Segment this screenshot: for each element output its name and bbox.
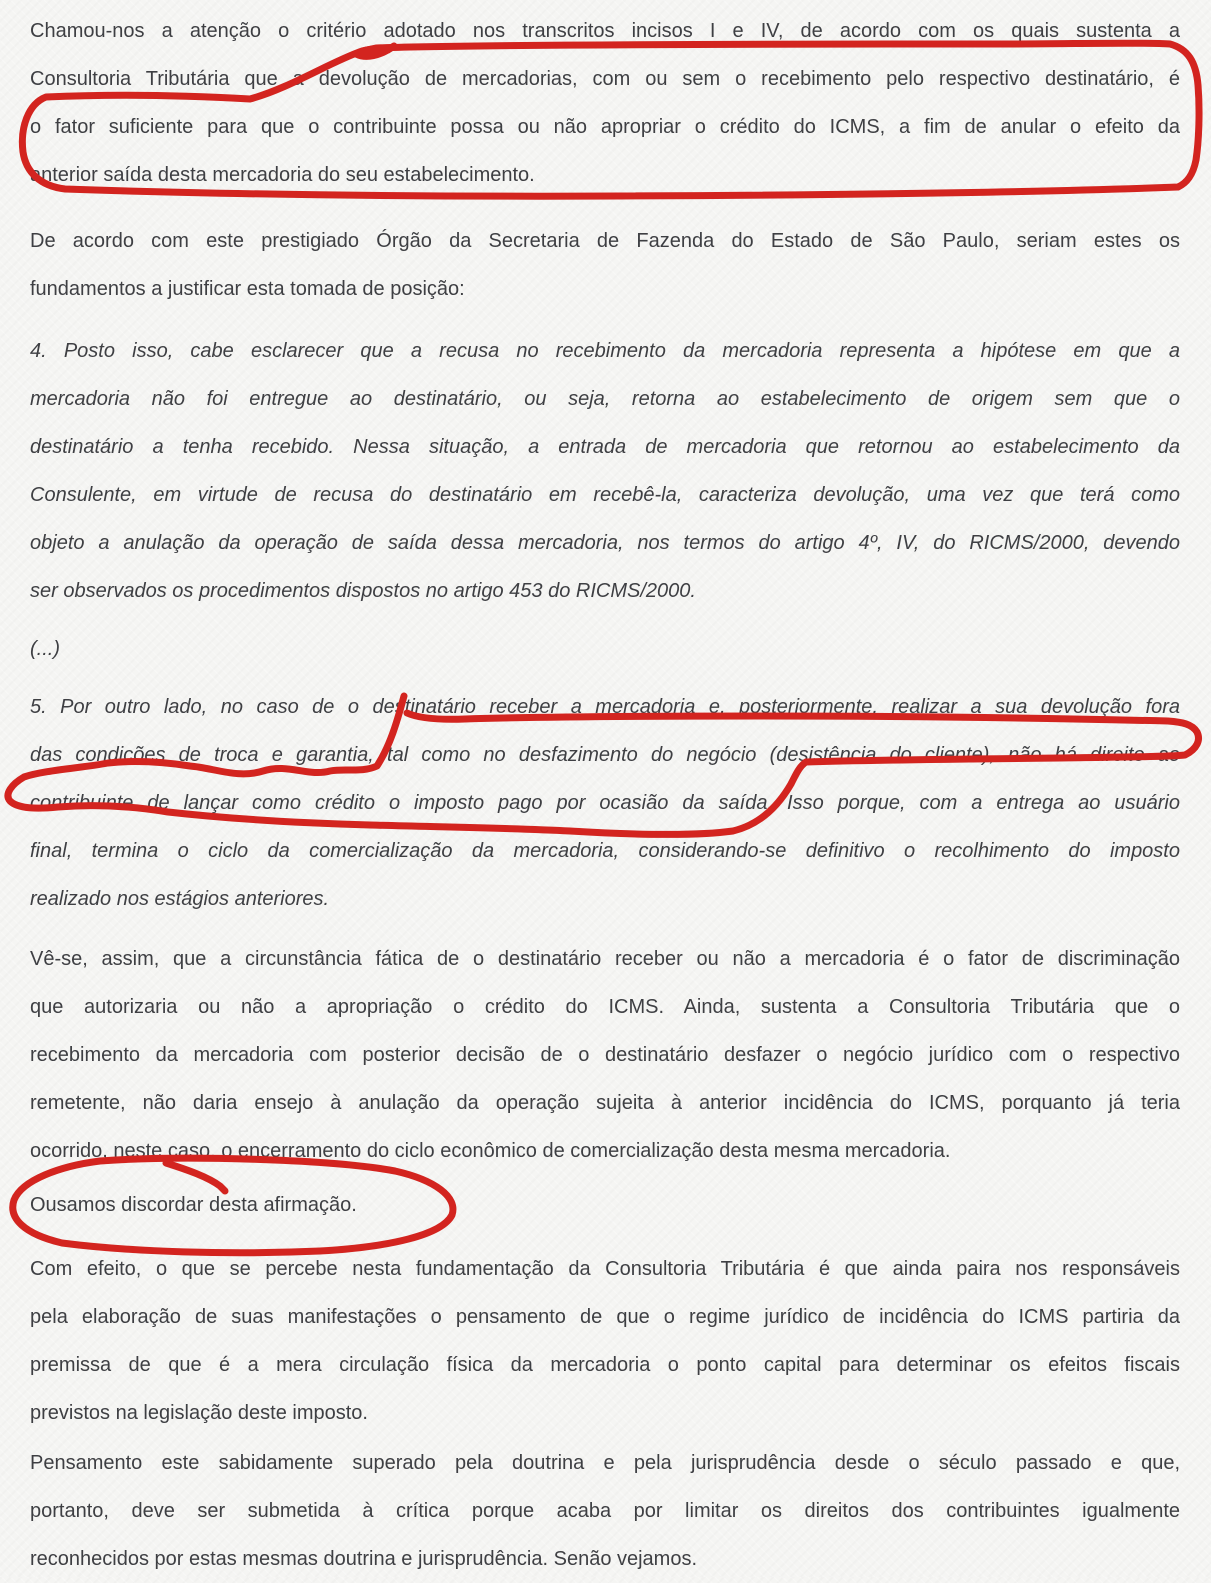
text-line: contribuinte de lançar como crédito o imposto pago por ocasião da saída. Isso porque, com a entrega ao usuário (30, 792, 1180, 814)
text-line: 5. Por outro lado, no caso de o destinatário receber a mercadoria e, posteriormente, realizar a sua devolução fora (30, 696, 1180, 718)
paragraph (30, 1245, 1180, 1437)
text-line: final, termina o ciclo da comercialização da mercadoria, considerando-se definitivo o recolhimento do imposto (30, 840, 1180, 862)
text-line: Chamou-nos a atenção o critério adotado nos transcritos incisos I e IV, de acordo com os quais sustenta a (30, 20, 1180, 42)
text-line: ocorrido, neste caso, o encerramento do ciclo econômico de comercialização desta mesma mercadoria. (30, 1140, 951, 1162)
text-line: fundamentos a justificar esta tomada de posição: (30, 278, 465, 300)
text-line: De acordo com este prestigiado Órgão da Secretaria de Fazenda do Estado de São Paulo, seriam estes os (30, 230, 1180, 252)
paragraph (30, 217, 1180, 313)
text-line: premissa de que é a mera circulação física da mercadoria o ponto capital para determinar os efeitos fiscais (30, 1354, 1180, 1376)
text-line: Consulente, em virtude de recusa do destinatário em recebê-la, caracteriza devolução, uma vez que terá como (30, 484, 1180, 506)
text-line: objeto a anulação da operação de saída dessa mercadoria, nos termos do artigo 4º, IV, do RICMS/2000, devendo (30, 532, 1180, 554)
text-line: o fator suficiente para que o contribuinte possa ou não apropriar o crédito do ICMS, a fim de anular o efeito da (30, 116, 1180, 138)
text-line: Ousamos discordar desta afirmação. (30, 1194, 357, 1216)
text-line: das condições de troca e garantia, tal como no desfazimento do negócio (desistência do cliente), não há direito ao (30, 744, 1180, 766)
text-line: Pensamento este sabidamente superado pela doutrina e pela jurisprudência desde o século passado e que, (30, 1452, 1180, 1474)
text-line: pela elaboração de suas manifestações o pensamento de que o regime jurídico de incidência do ICMS partiria da (30, 1306, 1180, 1328)
text-line: reconhecidos por estas mesmas doutrina e jurisprudência. Senão vejamos. (30, 1548, 698, 1570)
text-line: previstos na legislação deste imposto. (30, 1402, 368, 1424)
text-line: (...) (30, 638, 60, 660)
paragraph (30, 327, 1180, 615)
text-line: remetente, não daria ensejo à anulação da operação sujeita à anterior incidência do ICMS, porquanto já teria (30, 1092, 1180, 1114)
text-line: mercadoria não foi entregue ao destinatário, ou seja, retorna ao estabelecimento de origem sem que o (30, 388, 1180, 410)
text-line: recebimento da mercadoria com posterior decisão de o destinatário desfazer o negócio jurídico com o respectivo (30, 1044, 1180, 1066)
text-line: Consultoria Tributária que a devolução de mercadorias, com ou sem o recebimento pelo respectivo destinatário, é (30, 68, 1180, 90)
text-line: 4. Posto isso, cabe esclarecer que a recusa no recebimento da mercadoria representa a hipótese em que a (30, 340, 1180, 362)
text-line: destinatário a tenha recebido. Nessa situação, a entrada de mercadoria que retornou ao estabelecimento da (30, 436, 1180, 458)
paragraph (30, 683, 1180, 923)
paragraph (30, 1439, 1180, 1583)
text-line: ser observados os procedimentos dispostos no artigo 453 do RICMS/2000. (30, 580, 696, 602)
paragraph (30, 1181, 1180, 1229)
text-line: Com efeito, o que se percebe nesta fundamentação da Consultoria Tributária é que ainda paira nos responsáveis (30, 1258, 1180, 1280)
text-line: portanto, deve ser submetida à crítica porque acaba por limitar os direitos dos contribuintes igualmente (30, 1500, 1180, 1522)
paragraph (30, 7, 1180, 199)
text-line: Vê-se, assim, que a circunstância fática de o destinatário receber ou não a mercadoria é o fator de discriminação (30, 948, 1180, 970)
text-line: realizado nos estágios anteriores. (30, 888, 330, 910)
text-line: que autorizaria ou não a apropriação o crédito do ICMS. Ainda, sustenta a Consultoria Tributária que o (30, 996, 1180, 1018)
paragraph (30, 935, 1180, 1175)
paragraph (30, 625, 1180, 673)
text-line: anterior saída desta mercadoria do seu estabelecimento. (30, 164, 535, 186)
